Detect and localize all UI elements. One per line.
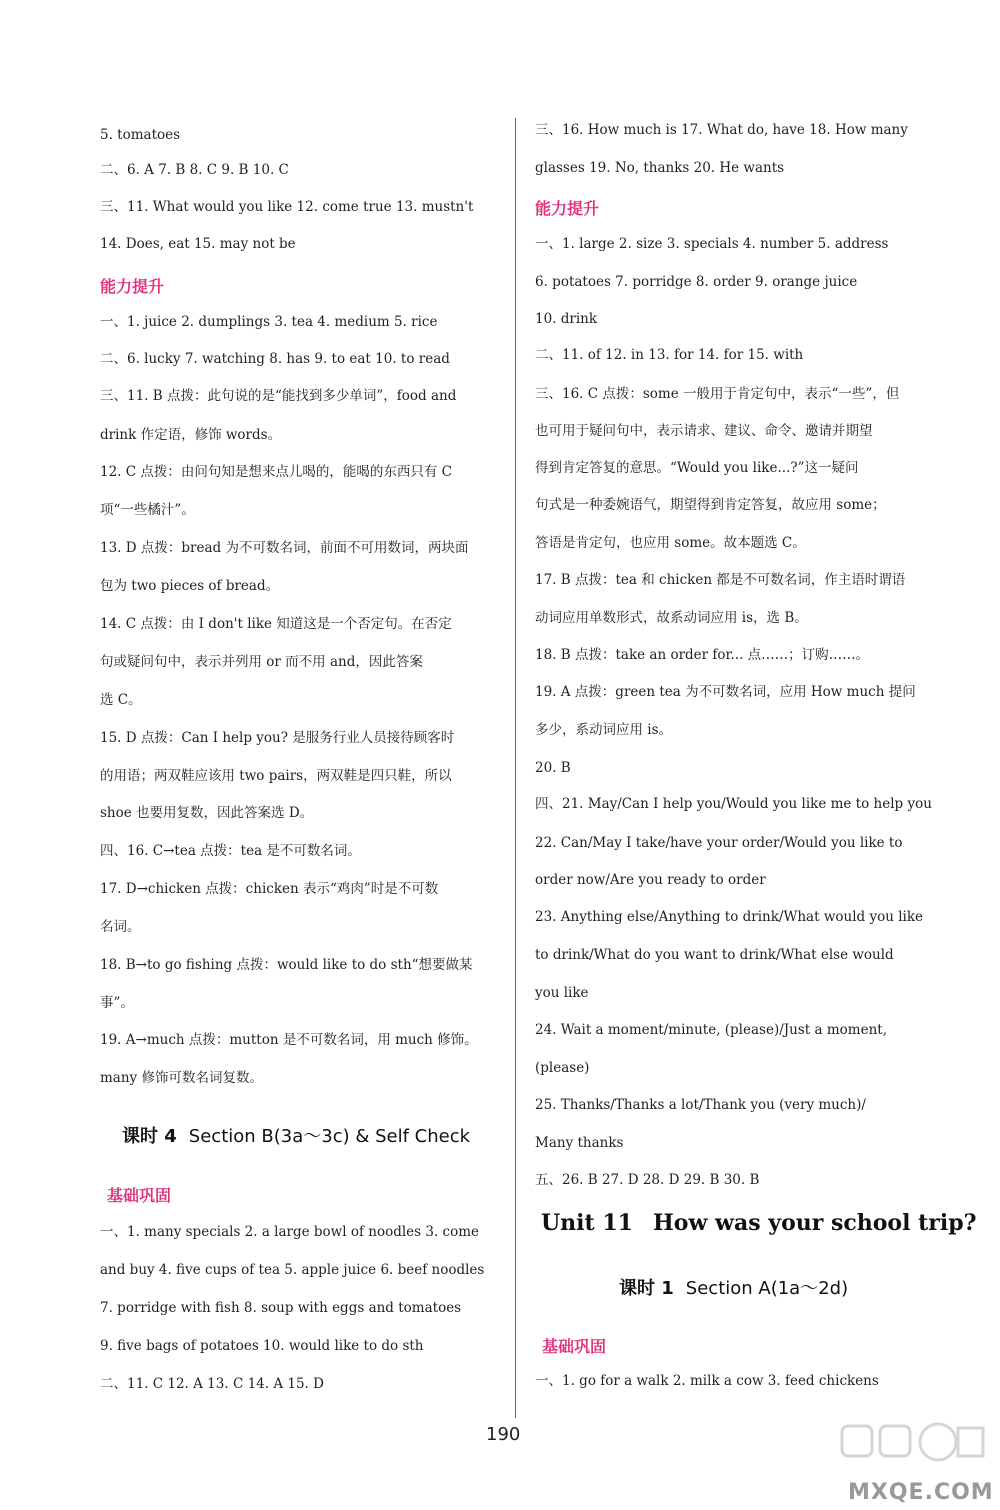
answer-line: many 修饰可数名词复数。 (100, 1070, 263, 1086)
answer-line: 24. Wait a moment/minute, (please)/Just a moment, (535, 1022, 887, 1038)
answer-line: 三、11. B 点拨：此句说的是“能找到多少单词”，food and (100, 388, 457, 404)
unit-number: Unit 11 (541, 1210, 633, 1236)
answer-line: 5. tomatoes (100, 127, 181, 143)
answer-line: 23. Anything else/Anything to drink/What would you like (535, 909, 923, 925)
section-heading: 基础巩固 (542, 1337, 607, 1356)
column-divider (515, 118, 516, 1418)
lesson-heading (122, 1122, 470, 1148)
answer-line: 25. Thanks/Thanks a lot/Thank you (very much)/ (535, 1097, 866, 1113)
answer-line: shoe 也要用复数，因此答案选 D。 (100, 805, 314, 821)
answer-line: 二、11. of 12. in 13. for 14. for 15. with (535, 347, 804, 363)
answer-line: 7. porridge with fish 8. soup with eggs and tomatoes (100, 1300, 462, 1316)
answer-line: 19. A 点拨：green tea 为不可数名词，应用 How much 提问 (535, 684, 916, 700)
answer-line: 14. Does, eat 15. may not be (100, 236, 296, 252)
section-heading: 基础巩固 (107, 1186, 172, 1205)
answer-line: Many thanks (535, 1135, 624, 1151)
answer-line: 9. five bags of potatoes 10. would like to do sth (100, 1338, 424, 1354)
answer-line: order now/Are you ready to order (535, 872, 766, 888)
answer-line: 17. D→chicken 点拨：chicken 表示“鸡肉”时是不可数 (100, 881, 439, 897)
answer-line: 三、16. C 点拨：some 一般用于肯定句中，表示“一些”，但 (535, 386, 900, 402)
answer-line: to drink/What do you want to drink/What else would (535, 947, 894, 963)
lesson-number: 课时 4 (122, 1126, 177, 1147)
answer-line: and buy 4. five cups of tea 5. apple juice 6. beef noodles (100, 1262, 485, 1278)
answer-line: 6. potatoes 7. porridge 8. order 9. orange juice (535, 274, 858, 290)
answer-line: 一、1. many specials 2. a large bowl of noodles 3. come (100, 1224, 480, 1240)
answer-line: 一、1. go for a walk 2. milk a cow 3. feed chickens (535, 1373, 879, 1389)
answer-line: 五、26. B 27. D 28. D 29. B 30. B (535, 1172, 760, 1188)
answer-line: 22. Can/May I take/have your order/Would you like to (535, 835, 903, 851)
answer-line: 20. B (535, 760, 571, 776)
watermark-text: MXQE.COM (848, 1480, 994, 1505)
answer-line: 四、21. May/Can I help you/Would you like me to help you (535, 796, 932, 812)
answer-line: 包为 two pieces of bread。 (100, 578, 280, 594)
answer-line: 选 C。 (100, 692, 142, 708)
answer-line: 13. D 点拨：bread 为不可数名词，前面不可用数词，两块面 (100, 540, 469, 556)
answer-line: 18. B 点拨：take an order for... 点……；订购……。 (535, 647, 870, 663)
section-heading: 能力提升 (100, 277, 165, 296)
answer-line: 四、16. C→tea 点拨：tea 是不可数名词。 (100, 843, 361, 859)
answer-line: 三、11. What would you like 12. come true 13. mustn't (100, 199, 474, 215)
answer-line: 二、6. lucky 7. watching 8. has 9. to eat 10. to read (100, 351, 450, 367)
answer-line: 名词。 (100, 919, 141, 935)
answer-line: 多少，系动词应用 is。 (535, 722, 673, 738)
answer-line: 答语是肯定句，也应用 some。故本题选 C。 (535, 535, 806, 551)
answer-line: 三、16. How much is 17. What do, have 18. How many (535, 122, 908, 138)
page-number: 190 (486, 1424, 521, 1445)
answer-line: 句或疑问句中，表示并列用 or 而不用 and，因此答案 (100, 654, 423, 670)
answer-line: 一、1. large 2. size 3. specials 4. number 5. address (535, 236, 889, 252)
answer-line: 得到肯定答复的意思。“Would you like...?”这一疑问 (535, 460, 859, 476)
unit-title: How was your school trip? (652, 1210, 977, 1236)
lesson-number: 课时 1 (619, 1278, 674, 1299)
section-heading: 能力提升 (535, 199, 600, 218)
answer-line: 一、1. juice 2. dumplings 3. tea 4. medium 5. rice (100, 314, 438, 330)
answer-line: glasses 19. No, thanks 20. He wants (535, 160, 785, 176)
answer-line: 17. B 点拨：tea 和 chicken 都是不可数名词，作主语时谓语 (535, 572, 906, 588)
lesson-heading (619, 1274, 848, 1300)
answer-line: 10. drink (535, 311, 598, 327)
answer-line: 二、6. A 7. B 8. C 9. B 10. C (100, 162, 289, 178)
answer-line: 句式是一种委婉语气，期望得到肯定答复，故应用 some； (535, 497, 886, 513)
answer-line: 14. C 点拨：由 I don't like 知道这是一个否定句。在否定 (100, 616, 452, 632)
answer-line: 事”。 (100, 995, 134, 1011)
answer-line: drink 作定语，修饰 words。 (100, 427, 282, 443)
lesson-title: Section A(1a～2d) (685, 1278, 849, 1299)
answer-line: 12. C 点拨：由问句知是想来点儿喝的，能喝的东西只有 C (100, 464, 453, 480)
answer-line: 18. B→to go fishing 点拨：would like to do sth“想要做某 (100, 957, 473, 973)
answer-line: 动词应用单数形式，故系动词应用 is，选 B。 (535, 610, 808, 626)
answer-line: 的用语；两双鞋应该用 two pairs，两双鞋是四只鞋，所以 (100, 768, 452, 784)
answer-line: 二、11. C 12. A 13. C 14. A 15. D (100, 1376, 324, 1392)
answer-line: 也可用于疑问句中，表示请求、建议、命令、邀请并期望 (535, 423, 873, 439)
unit-heading (541, 1210, 977, 1236)
answer-line: 19. A→much 点拨：mutton 是不可数名词，用 much 修饰。 (100, 1032, 478, 1048)
answer-line: you like (535, 985, 589, 1001)
answer-line: 项“一些橘汁”。 (100, 502, 195, 518)
lesson-title: Section B(3a～3c) & Self Check (188, 1126, 471, 1147)
answer-line: 15. D 点拨：Can I help you? 是服务行业人员接待顾客时 (100, 730, 455, 746)
answer-line: (please) (535, 1060, 590, 1076)
